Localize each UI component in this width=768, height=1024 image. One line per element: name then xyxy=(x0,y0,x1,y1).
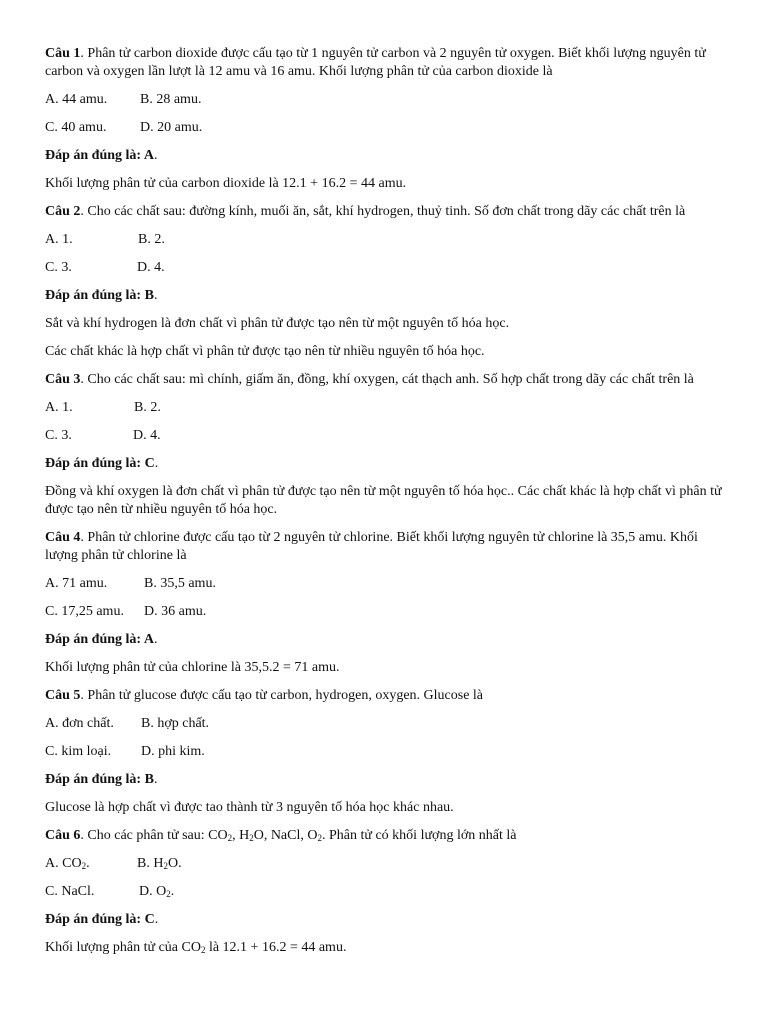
document-body xyxy=(45,45,725,967)
option-c: C. 3. xyxy=(45,428,72,443)
answer-letter: B xyxy=(144,288,154,303)
option-a: A. 1. xyxy=(45,400,73,415)
explanation: Glucose là hợp chất vì được tao thành từ 3 nguyên tố hóa học khác nhau. xyxy=(45,800,454,815)
option-c: C. kim loại. xyxy=(45,744,112,759)
option-d: D. 20 amu. xyxy=(140,120,203,135)
option-d xyxy=(139,883,174,901)
answer-label: Đáp án đúng là: xyxy=(45,772,145,787)
question-body: . Phân tử glucose được cấu tạo từ carbon, hydrogen, oxygen. Glucose là xyxy=(80,688,484,703)
subscript: 2 xyxy=(200,945,206,955)
answer-line xyxy=(45,455,725,473)
answer-label: Đáp án đúng là: xyxy=(45,148,144,163)
options-row xyxy=(45,575,725,593)
question-body: . Cho các phân tử sau: CO xyxy=(80,828,228,843)
answer-letter: B xyxy=(144,772,154,787)
answer-line xyxy=(45,911,725,929)
options-row xyxy=(45,603,725,621)
explanation xyxy=(45,939,725,957)
question-body: . Cho các chất sau: mì chính, giấm ăn, đồng, khí oxygen, cát thạch anh. Số hợp chất trong dãy các chất trên là xyxy=(80,372,694,387)
answer-line xyxy=(45,287,725,305)
explanation: Khối lượng phân tử của chlorine là 35,5.2 = 71 amu. xyxy=(45,660,340,675)
question-text xyxy=(45,203,725,221)
question-body: . Cho các chất sau: đường kính, muối ăn, sắt, khí hydrogen, thuỷ tinh. Số đơn chất trong dãy các chất trên là xyxy=(80,204,686,219)
option-b: B. 28 amu. xyxy=(140,92,202,107)
answer-letter: C xyxy=(144,456,155,471)
answer-period: . xyxy=(153,148,158,163)
explanation-text: là 12.1 + 16.2 = 44 amu. xyxy=(205,940,347,955)
question-6 xyxy=(45,827,725,957)
options-row xyxy=(45,119,725,137)
option-text: . xyxy=(86,856,90,871)
subscript: 2 xyxy=(317,833,322,843)
question-5 xyxy=(45,687,725,817)
question-number: Câu 5 xyxy=(45,688,81,703)
subscript: 2 xyxy=(227,833,233,843)
option-text: A. CO xyxy=(45,856,82,871)
options-row xyxy=(45,715,725,733)
option-a: A. 71 amu. xyxy=(45,576,108,591)
option-c: C. 3. xyxy=(45,260,72,275)
question-number: Câu 6 xyxy=(45,828,81,843)
option-text: B. H xyxy=(137,856,164,871)
option-a xyxy=(45,855,137,873)
question-number: Câu 2 xyxy=(45,204,81,219)
question-text xyxy=(45,827,725,845)
question-2 xyxy=(45,203,725,361)
option-b: B. 2. xyxy=(138,232,165,247)
subscript: 2 xyxy=(166,889,171,899)
option-text: O. xyxy=(167,856,182,871)
question-3 xyxy=(45,371,725,519)
option-b: B. hợp chất. xyxy=(141,716,210,731)
subscript: 2 xyxy=(81,861,87,871)
question-text xyxy=(45,687,725,705)
question-body: , H xyxy=(232,828,250,843)
option-b: B. 2. xyxy=(134,400,161,415)
option-d: D. phi kim. xyxy=(141,744,205,759)
explanation-text: Khối lượng phân tử của CO xyxy=(45,940,201,955)
question-1 xyxy=(45,45,725,193)
question-body: . Phân tử chlorine được cấu tạo từ 2 nguyên tử chlorine. Biết khối lượng nguyên tử chlorine là 35,5 amu. Khối lượng phân tử chlorine là xyxy=(45,530,698,563)
option-text: D. O xyxy=(139,884,167,899)
explanation: Các chất khác là hợp chất vì phân tử được tạo nên từ nhiều nguyên tố hóa học. xyxy=(45,344,485,359)
answer-period: . xyxy=(153,288,158,303)
subscript: 2 xyxy=(249,833,254,843)
option-a: A. đơn chất. xyxy=(45,716,114,731)
option-text: . xyxy=(170,884,175,899)
option-b: B. 35,5 amu. xyxy=(144,576,216,591)
answer-letter: C xyxy=(144,912,155,927)
options-row xyxy=(45,91,725,109)
option-d: D. 4. xyxy=(133,428,161,443)
question-number: Câu 1 xyxy=(45,46,81,61)
options-row xyxy=(45,399,725,417)
option-c: C. NaCl. xyxy=(45,884,95,899)
question-number: Câu 3 xyxy=(45,372,81,387)
question-body: O, NaCl, O xyxy=(253,828,318,843)
answer-label: Đáp án đúng là: xyxy=(45,912,145,927)
question-body: . Phân tử có khối lượng lớn nhất là xyxy=(321,828,517,843)
question-body: . Phân tử carbon dioxide được cấu tạo từ 1 nguyên tử carbon và 2 nguyên tử oxygen. Biết khối lượng nguyên tử carbon và oxygen lần lượt là 12 amu và 16 amu. Khối lượng phân tử của carbon dioxide là xyxy=(45,46,706,79)
answer-period: . xyxy=(153,772,158,787)
question-text xyxy=(45,371,725,389)
question-text xyxy=(45,45,725,81)
answer-period: . xyxy=(154,912,159,927)
answer-label: Đáp án đúng là: xyxy=(45,632,144,647)
options-row xyxy=(45,855,725,873)
options-row xyxy=(45,883,725,901)
option-c: C. 17,25 amu. xyxy=(45,604,124,619)
answer-line xyxy=(45,631,725,649)
question-number: Câu 4 xyxy=(45,530,81,545)
question-4 xyxy=(45,529,725,677)
options-row xyxy=(45,427,725,445)
explanation: Khối lượng phân tử của carbon dioxide là 12.1 + 16.2 = 44 amu. xyxy=(45,176,407,191)
explanation: Đồng và khí oxygen là đơn chất vì phân tử được tạo nên từ một nguyên tố hóa học.. Các chất khác là hợp chất vì phân tử được tạo nên từ nhiều nguyên tố hóa học. xyxy=(45,484,722,517)
answer-period: . xyxy=(154,456,159,471)
option-b xyxy=(137,855,182,873)
answer-label: Đáp án đúng là: xyxy=(45,456,145,471)
answer-line xyxy=(45,147,725,165)
options-row xyxy=(45,231,725,249)
options-row xyxy=(45,743,725,761)
option-d: D. 36 amu. xyxy=(144,604,207,619)
answer-letter: A xyxy=(143,148,154,163)
option-d: D. 4. xyxy=(137,260,165,275)
answer-label: Đáp án đúng là: xyxy=(45,288,145,303)
options-row xyxy=(45,259,725,277)
explanation: Sắt và khí hydrogen là đơn chất vì phân tử được tạo nên từ một nguyên tố hóa học. xyxy=(45,316,510,331)
answer-period: . xyxy=(153,632,158,647)
answer-line xyxy=(45,771,725,789)
option-c: C. 40 amu. xyxy=(45,120,107,135)
option-a: A. 1. xyxy=(45,232,73,247)
question-text xyxy=(45,529,725,565)
answer-letter: A xyxy=(143,632,154,647)
subscript: 2 xyxy=(163,861,168,871)
option-a: A. 44 amu. xyxy=(45,92,108,107)
